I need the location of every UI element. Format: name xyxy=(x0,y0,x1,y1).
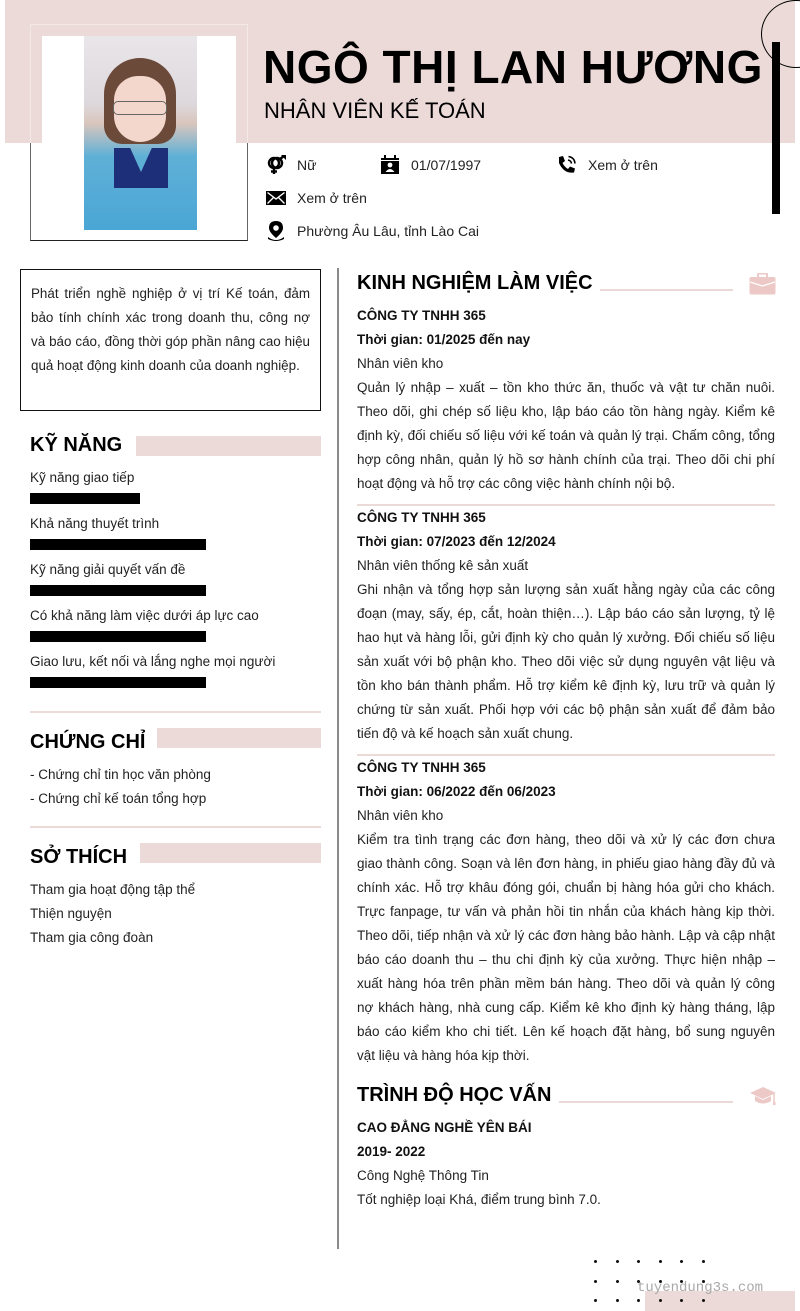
decorative-dot xyxy=(680,1260,683,1263)
certificate-item: - Chứng chỉ kế toán tổng hợp xyxy=(30,791,207,806)
skill-label: Giao lưu, kết nối và lắng nghe mọi người xyxy=(30,654,276,669)
education-school: CAO ĐẲNG NGHỀ YÊN BÁI xyxy=(357,1120,532,1135)
experience-title: KINH NGHIỆM LÀM VIỆC xyxy=(357,272,593,294)
decorative-dot xyxy=(702,1299,705,1302)
watermark: tuyendung3s.com xyxy=(637,1280,764,1296)
certificates-title-bar xyxy=(157,728,321,748)
email-value: Xem ở trên xyxy=(297,190,367,206)
decorative-dot xyxy=(637,1299,640,1302)
section-divider xyxy=(30,711,321,713)
job-period: Thời gian: 06/2022 đến 06/2023 xyxy=(357,784,556,799)
decorative-bar xyxy=(772,42,780,214)
decorative-dot xyxy=(659,1260,662,1263)
section-divider xyxy=(30,826,321,828)
decorative-dot xyxy=(594,1299,597,1302)
job-company: CÔNG TY TNHH 365 xyxy=(357,308,486,323)
job-title: NHÂN VIÊN KẾ TOÁN xyxy=(264,98,486,123)
skill-bar xyxy=(30,585,206,596)
info-email xyxy=(265,188,367,208)
job-position: Nhân viên kho xyxy=(357,808,444,823)
candidate-name: NGÔ THỊ LAN HƯƠNG xyxy=(263,41,763,93)
profile-photo xyxy=(84,36,197,230)
skill-bar-fill xyxy=(30,585,206,596)
gender-value: Nữ xyxy=(297,157,317,173)
skill-bar-fill xyxy=(30,631,206,642)
skill-label: Kỹ năng giao tiếp xyxy=(30,470,135,485)
skill-label: Có khả năng làm việc dưới áp lực cao xyxy=(30,608,259,623)
job-company: CÔNG TY TNHH 365 xyxy=(357,510,486,525)
education-period: 2019- 2022 xyxy=(357,1144,426,1159)
job-description: Ghi nhận và tổng hợp sản lượng sản xuất hằng ngày của các công đoạn (may, sấy, ép, cắt, hoàn thiện…). Lập báo cáo sản lượng, tỷ lệ hao hụt và hàng lỗi, gửi định kỳ cho quản lý xưởng. Đối chiếu số liệu sản xuất với bộ phận kho. Theo dõi việc sử dụng nguyên vật liệu và tồn kho bán thành phẩm. Hỗ trợ kiểm kê định kỳ, lưu trữ và quản lý chứng từ sản xuất. Phối hợp với các bộ phận sản xuất để đảm bảo tiến độ và kế hoạch sản xuất chung. xyxy=(357,582,775,741)
envelope-icon xyxy=(265,188,287,208)
info-phone xyxy=(556,155,658,175)
phone-value: Xem ở trên xyxy=(588,157,658,173)
column-divider xyxy=(337,268,339,1249)
education-title-line xyxy=(559,1101,733,1103)
job-entry xyxy=(357,304,775,496)
job-company: CÔNG TY TNHH 365 xyxy=(357,760,486,775)
decorative-dot xyxy=(659,1299,662,1302)
skill-bar xyxy=(30,539,206,550)
job-description: Quản lý nhập – xuất – tồn kho thức ăn, thuốc và vật tư chăn nuôi. Theo dõi, ghi chép số liệu kho, lập báo cáo tồn hàng ngày. Kiểm kê định kỳ, đối chiếu số liệu với kế toán và quản lý trại. Chấm công, tổng hợp công nhân, quản lý hồ sơ hành chính của trại. Theo dõi chi phí hoạt động và hỗ trợ các công việc hành chính nội bộ. xyxy=(357,380,775,491)
hobby-item: Tham gia hoạt động tập thể xyxy=(30,882,196,897)
phone-icon xyxy=(556,155,578,175)
briefcase-icon xyxy=(749,273,776,300)
skill-bar xyxy=(30,493,206,504)
info-dob xyxy=(379,155,481,175)
hobbies-title: SỞ THÍCH xyxy=(30,846,128,868)
decorative-dot xyxy=(616,1280,619,1283)
job-period: Thời gian: 01/2025 đến nay xyxy=(357,332,531,347)
info-gender xyxy=(265,155,316,175)
decorative-dot xyxy=(594,1280,597,1283)
certificate-item: - Chứng chỉ tin học văn phòng xyxy=(30,767,211,782)
dob-value: 01/07/1997 xyxy=(411,157,482,173)
skill-bar xyxy=(30,631,206,642)
education-result: Tốt nghiệp loại Khá, điểm trung bình 7.0. xyxy=(357,1192,601,1207)
career-objective: Phát triển nghề nghiệp ở vị trí Kế toán, đảm bảo tính chính xác trong doanh thu, công nợ và báo cáo, đồng thời góp phần nâng cao hiệu quả hoạt động kinh doanh của doanh nghiệp. xyxy=(20,269,321,411)
skill-label: Khả năng thuyết trình xyxy=(30,516,160,531)
gender-icon xyxy=(265,155,287,175)
skills-title-bar xyxy=(136,436,321,456)
decorative-dot xyxy=(702,1260,705,1263)
info-address xyxy=(265,221,479,241)
certificates-title: CHỨNG CHỈ xyxy=(30,731,146,753)
skill-label: Kỹ năng giải quyết vấn đề xyxy=(30,562,186,577)
decorative-dot xyxy=(616,1299,619,1302)
skills-title: KỸ NĂNG xyxy=(30,434,123,456)
education-title: TRÌNH ĐỘ HỌC VẤN xyxy=(357,1084,552,1106)
job-position: Nhân viên kho xyxy=(357,356,444,371)
education-major: Công Nghệ Thông Tin xyxy=(357,1168,489,1183)
decorative-dot xyxy=(637,1260,640,1263)
job-period: Thời gian: 07/2023 đến 12/2024 xyxy=(357,534,556,549)
decorative-dot xyxy=(616,1260,619,1263)
skill-bar-fill xyxy=(30,493,140,504)
hobbies-title-bar xyxy=(140,843,321,863)
hobby-item: Tham gia công đoàn xyxy=(30,930,154,945)
experience-title-line xyxy=(600,289,733,291)
map-pin-icon xyxy=(265,221,287,241)
calendar-icon xyxy=(379,155,401,175)
job-position: Nhân viên thống kê sản xuất xyxy=(357,558,529,573)
job-entry xyxy=(357,756,775,1068)
address-value: Phường Âu Lâu, tỉnh Lào Cai xyxy=(297,223,480,239)
decorative-dot xyxy=(594,1260,597,1263)
job-entry xyxy=(357,506,775,746)
hobby-item: Thiện nguyện xyxy=(30,906,112,921)
skill-bar-fill xyxy=(30,677,206,688)
skill-bar-fill xyxy=(30,539,206,550)
graduation-cap-icon xyxy=(749,1085,777,1112)
job-description: Kiểm tra tình trạng các đơn hàng, theo dõi và xử lý các đơn chưa giao thành công. Soạn và lên đơn hàng, in phiếu giao hàng đầy đủ và chính xác. Hỗ trợ khâu đóng gói, chuẩn bị hàng hóa gửi cho khách. Trực fanpage, tư vấn và phản hồi tin nhắn của khách hàng kịp thời. Theo dõi, tiếp nhận và xử lý các đơn hàng bảo hành. Lập và cập nhật báo cáo doanh thu – thu chi định kỳ của xưởng. Thực hiện nhập – xuất hàng hóa trên phần mềm bán hàng. Theo dõi và quản lý công nợ khách hàng, nhà cung cấp. Kiểm kê kho định kỳ hàng tháng, lập báo cáo kiểm kho chi tiết. Lên kế hoạch đặt hàng, bổ sung nguyên vật liệu và hàng hóa kịp thời. xyxy=(357,832,775,1063)
skill-bar xyxy=(30,677,206,688)
decorative-dot xyxy=(680,1299,683,1302)
education-entry xyxy=(357,1116,775,1212)
